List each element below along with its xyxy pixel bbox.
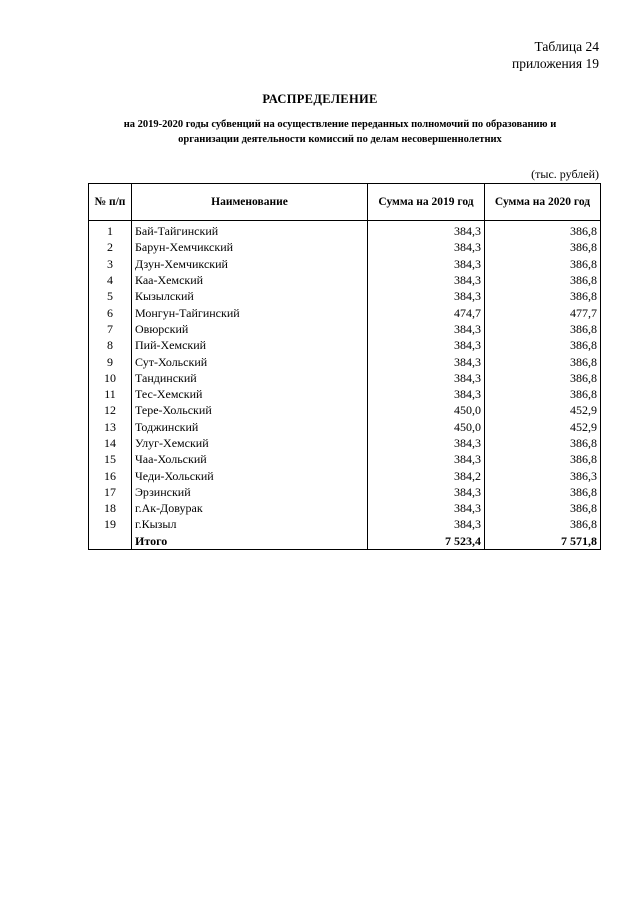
distribution-table <box>88 183 601 550</box>
row-name: Тес-Хемский <box>132 386 368 402</box>
row-number: 16 <box>89 467 132 483</box>
row-value-2019: 384,3 <box>368 516 485 532</box>
row-value-2020: 386,8 <box>485 337 601 353</box>
total-2020: 7 571,8 <box>485 533 601 550</box>
row-number: 10 <box>89 370 132 386</box>
row-value-2019: 474,7 <box>368 304 485 320</box>
row-value-2020: 386,8 <box>485 500 601 516</box>
table-row <box>89 386 601 402</box>
appendix-number: приложения 19 <box>511 56 599 71</box>
row-number: 8 <box>89 337 132 353</box>
row-number: 1 <box>89 221 132 240</box>
row-value-2020: 386,8 <box>485 272 601 288</box>
row-value-2019: 384,3 <box>368 256 485 272</box>
table-row <box>89 272 601 288</box>
row-value-2020: 386,8 <box>485 484 601 500</box>
row-value-2019: 384,3 <box>368 484 485 500</box>
row-number: 3 <box>89 256 132 272</box>
row-value-2019: 384,3 <box>368 288 485 304</box>
row-value-2019: 384,3 <box>368 435 485 451</box>
row-value-2020: 477,7 <box>485 304 601 320</box>
column-header-2019: Сумма на 2019 год <box>368 184 485 221</box>
row-value-2019: 384,3 <box>368 221 485 240</box>
total-number-cell <box>89 533 132 550</box>
row-number: 4 <box>89 272 132 288</box>
row-value-2020: 386,8 <box>485 386 601 402</box>
row-number: 6 <box>89 304 132 320</box>
table-row <box>89 321 601 337</box>
row-value-2019: 384,3 <box>368 500 485 516</box>
row-value-2020: 386,3 <box>485 467 601 483</box>
row-number: 5 <box>89 288 132 304</box>
row-value-2020: 386,8 <box>485 451 601 467</box>
table-number: Таблица 24 <box>534 39 599 54</box>
table-reference <box>512 38 599 72</box>
row-value-2019: 450,0 <box>368 402 485 418</box>
total-label: Итого <box>132 533 368 550</box>
row-number: 9 <box>89 353 132 369</box>
column-header-number: № п/п <box>89 184 132 221</box>
document-title: РАСПРЕДЕЛЕНИЕ <box>262 92 378 106</box>
row-value-2019: 384,3 <box>368 353 485 369</box>
row-name: Улуг-Хемский <box>132 435 368 451</box>
table-row <box>89 304 601 320</box>
row-name: Монгун-Тайгинский <box>132 304 368 320</box>
row-name: Чаа-Хольский <box>132 451 368 467</box>
total-row <box>89 533 601 550</box>
row-name: Каа-Хемский <box>132 272 368 288</box>
table-body <box>89 221 601 550</box>
table-row <box>89 451 601 467</box>
row-name: Тоджинский <box>132 419 368 435</box>
row-number: 14 <box>89 435 132 451</box>
row-number: 13 <box>89 419 132 435</box>
table-row <box>89 500 601 516</box>
row-name: Тере-Хольский <box>132 402 368 418</box>
units-note: (тыс. рублей) <box>531 167 599 181</box>
table-row <box>89 221 601 240</box>
table-row <box>89 337 601 353</box>
column-header-name: Наименование <box>132 184 368 221</box>
subtitle-line-2: организации деятельности комиссий по делам несовершеннолетних <box>178 134 502 145</box>
row-value-2019: 384,3 <box>368 370 485 386</box>
row-name: г.Кызыл <box>132 516 368 532</box>
row-value-2019: 384,2 <box>368 467 485 483</box>
total-2019: 7 523,4 <box>368 533 485 550</box>
column-header-2020: Сумма на 2020 год <box>485 184 601 221</box>
table-row <box>89 435 601 451</box>
table-row <box>89 288 601 304</box>
row-name: Овюрский <box>132 321 368 337</box>
row-value-2019: 384,3 <box>368 321 485 337</box>
row-value-2020: 386,8 <box>485 435 601 451</box>
row-value-2020: 386,8 <box>485 239 601 255</box>
row-number: 11 <box>89 386 132 402</box>
table-header-row <box>89 184 601 221</box>
table-row <box>89 256 601 272</box>
subtitle-line-1: на 2019-2020 годы субвенций на осуществление переданных полномочий по образованию и <box>123 119 557 130</box>
row-number: 18 <box>89 500 132 516</box>
row-name: г.Ак-Довурак <box>132 500 368 516</box>
row-number: 2 <box>89 239 132 255</box>
row-name: Дзун-Хемчикский <box>132 256 368 272</box>
row-value-2020: 386,8 <box>485 221 601 240</box>
row-value-2020: 452,9 <box>485 419 601 435</box>
table-row <box>89 353 601 369</box>
row-value-2020: 386,8 <box>485 353 601 369</box>
row-value-2019: 384,3 <box>368 337 485 353</box>
row-name: Тандинский <box>132 370 368 386</box>
row-value-2020: 386,8 <box>485 288 601 304</box>
row-value-2019: 450,0 <box>368 419 485 435</box>
row-name: Сут-Хольский <box>132 353 368 369</box>
row-number: 7 <box>89 321 132 337</box>
row-value-2020: 386,8 <box>485 256 601 272</box>
table-row <box>89 370 601 386</box>
table-row <box>89 516 601 532</box>
row-value-2019: 384,3 <box>368 451 485 467</box>
row-value-2020: 386,8 <box>485 321 601 337</box>
row-value-2020: 386,8 <box>485 516 601 532</box>
table-row <box>89 402 601 418</box>
table-row <box>89 484 601 500</box>
row-value-2020: 386,8 <box>485 370 601 386</box>
row-number: 12 <box>89 402 132 418</box>
table-row <box>89 239 601 255</box>
row-number: 17 <box>89 484 132 500</box>
row-value-2019: 384,3 <box>368 239 485 255</box>
row-value-2019: 384,3 <box>368 272 485 288</box>
table-row <box>89 467 601 483</box>
row-name: Чеди-Хольский <box>132 467 368 483</box>
row-name: Кызылский <box>132 288 368 304</box>
row-number: 19 <box>89 516 132 532</box>
row-number: 15 <box>89 451 132 467</box>
document-subtitle <box>80 117 600 147</box>
row-name: Пий-Хемский <box>132 337 368 353</box>
row-value-2020: 452,9 <box>485 402 601 418</box>
row-name: Бай-Тайгинский <box>132 221 368 240</box>
row-name: Барун-Хемчикский <box>132 239 368 255</box>
table-row <box>89 419 601 435</box>
row-name: Эрзинский <box>132 484 368 500</box>
row-value-2019: 384,3 <box>368 386 485 402</box>
